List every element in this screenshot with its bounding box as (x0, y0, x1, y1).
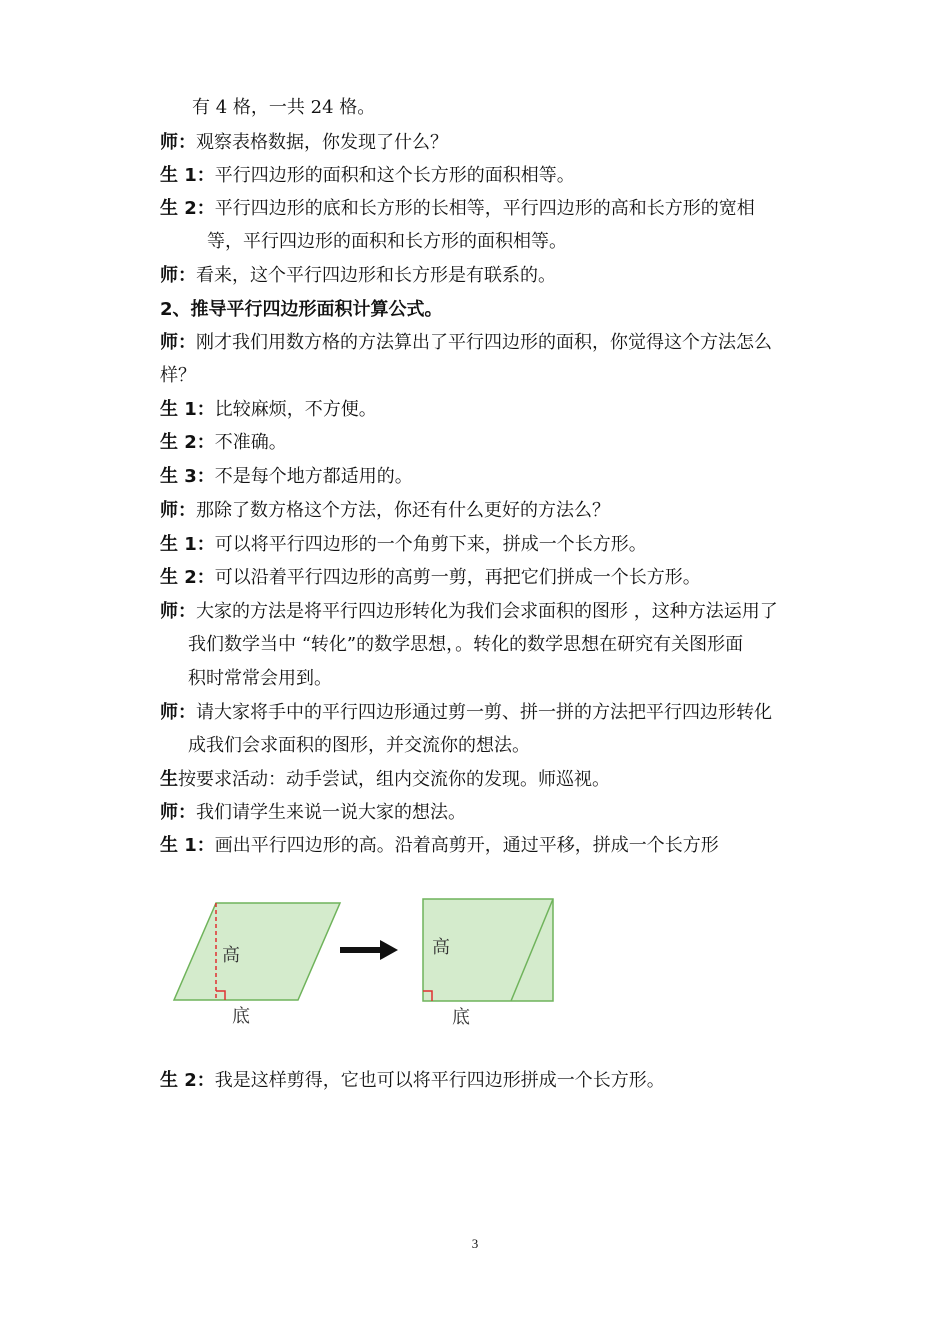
speaker-label: 生 1： (160, 534, 215, 555)
line-text: 积时常常会用到。 (188, 668, 332, 689)
line-text: 请大家将手中的平行四边形通过剪一剪、拼一拼的方法把平行四边形转化 (196, 702, 772, 723)
text-line-15 (160, 566, 701, 590)
text-line-1 (192, 96, 375, 120)
speaker-label: 师： (160, 265, 196, 286)
page-number: 3 (471, 1236, 479, 1251)
text-line-2 (160, 131, 448, 155)
text-line-22 (160, 801, 466, 825)
parallelogram-to-rectangle-figure (170, 895, 590, 1035)
line-text: 不准确。 (214, 432, 287, 453)
text-line-19 (160, 701, 772, 725)
line-text: 比较麻烦，不方便。 (214, 399, 377, 420)
text-line-23 (160, 834, 719, 858)
text-line-24 (160, 1069, 665, 1093)
line-text: 画出平行四边形的高。沿着高剪开，通过平移，拼成一个长方形 (214, 835, 719, 856)
base-label: 底 (232, 1006, 250, 1027)
text-line-12 (160, 465, 413, 489)
text-line-4 (160, 197, 755, 221)
line-text: 平行四边形的面积和这个长方形的面积相等。 (214, 165, 575, 186)
speaker-label: 师： (160, 802, 196, 823)
text-line-16 (160, 600, 778, 624)
heading-text: 2、推导平行四边形面积计算公式。 (160, 299, 443, 320)
text-line-21 (160, 768, 610, 792)
line-text: 可以沿着平行四边形的高剪一剪，再把它们拼成一个长方形。 (214, 567, 701, 588)
parallelogram-shape (174, 903, 340, 1000)
line-text: 成我们会求面积的图形，并交流你的想法。 (188, 735, 530, 756)
speaker-label: 生 2： (160, 567, 215, 588)
height-label: 高 (432, 937, 450, 958)
speaker-label: 生 (160, 769, 178, 790)
speaker-label: 师： (160, 601, 196, 622)
text-line-17 (188, 633, 743, 657)
line-text: 等，平行四边形的面积和长方形的面积相等。 (207, 231, 567, 252)
speaker-label: 师： (160, 500, 196, 521)
line-text: 刚才我们用数方格的方法算出了平行四边形的面积，你觉得这个方法怎么 (196, 332, 772, 353)
line-text: 不是每个地方都适用的。 (214, 466, 413, 487)
line-text: 观察表格数据，你发现了什么？ (196, 132, 448, 153)
line-text: 样？ (160, 365, 196, 386)
text-line-5 (207, 230, 567, 254)
text-line-8 (160, 331, 772, 355)
speaker-label: 师： (160, 332, 196, 353)
text-line-20 (188, 734, 530, 758)
text-line-10 (160, 398, 377, 422)
line-text: 大家的方法是将平行四边形转化为我们会求面积的图形 ，这种方法运用了 (196, 601, 778, 622)
text-line-6 (160, 264, 556, 288)
text-line-14 (160, 533, 647, 557)
line-text: 我们请学生来说一说大家的想法。 (196, 802, 466, 823)
line-text: 可以将平行四边形的一个角剪下来，拼成一个长方形。 (214, 534, 647, 555)
line-text: 那除了数方格这个方法，你还有什么更好的方法么？ (196, 500, 610, 521)
text-line-13 (160, 499, 610, 523)
text-line-3 (160, 164, 575, 188)
speaker-label: 生 1： (160, 835, 215, 856)
section-heading (160, 298, 443, 322)
speaker-label: 生 3： (160, 466, 215, 487)
speaker-label: 生 1： (160, 399, 215, 420)
speaker-label: 生 2： (160, 432, 215, 453)
line-text: 按要求活动：动手尝试，组内交流你的发现。师巡视。 (178, 769, 610, 790)
base-label: 底 (452, 1007, 470, 1028)
speaker-label: 师： (160, 702, 196, 723)
speaker-label: 生 1： (160, 165, 215, 186)
speaker-label: 生 2： (160, 1070, 215, 1091)
text-line-18 (188, 667, 332, 691)
line-text: 看来，这个平行四边形和长方形是有联系的。 (196, 265, 556, 286)
speaker-label: 师： (160, 132, 196, 153)
height-label: 高 (222, 945, 240, 966)
line-text: 我是这样剪得，它也可以将平行四边形拼成一个长方形。 (214, 1070, 665, 1091)
line-text: 有 4 格，一共 24 格。 (192, 97, 376, 118)
line-text: 平行四边形的底和长方形的长相等，平行四边形的高和长方形的宽相 (214, 198, 755, 219)
speaker-label: 生 2： (160, 198, 215, 219)
text-line-9 (160, 364, 196, 388)
line-text: 我们数学当中 “转化”的数学思想，。转化的数学思想在研究有关图形面 (188, 634, 744, 655)
arrow-right-icon (380, 940, 398, 960)
text-line-11 (160, 431, 287, 455)
